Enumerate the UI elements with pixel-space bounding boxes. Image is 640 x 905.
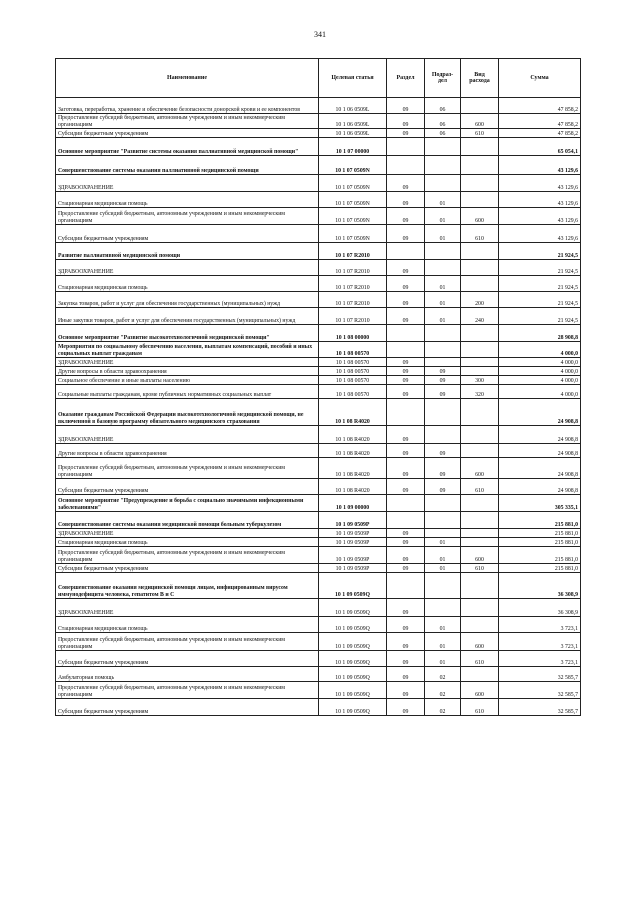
header-section: Раздел	[387, 59, 425, 98]
cell-sum: 32 585,7	[499, 682, 581, 699]
cell-section: 09	[387, 682, 425, 699]
header-expense-type: Вид расхода	[461, 59, 499, 98]
cell-name: Субсидии бюджетным учреждениям	[56, 564, 319, 573]
cell-sum: 3 723,1	[499, 633, 581, 651]
cell-name: Совершенствование системы оказания паллиативной медицинской помощи	[56, 156, 319, 175]
cell-subsection: 09	[425, 376, 461, 385]
cell-sum: 215 881,0	[499, 547, 581, 564]
cell-name: Предоставление субсидий бюджетным, автономным учреждениям и иным некоммерческим организациям	[56, 208, 319, 225]
cell-target-article: 10 1 09 0509Q	[319, 667, 387, 682]
cell-subsection	[425, 512, 461, 529]
cell-target-article: 10 1 07 R2010	[319, 292, 387, 308]
cell-expense-type	[461, 512, 499, 529]
cell-target-article: 10 1 08 00570	[319, 385, 387, 399]
cell-name: Совершенствование оказания медицинской помощи лицам, инфицированным вирусом иммунодефицита человека, гепатитом B и C	[56, 573, 319, 599]
cell-target-article: 10 1 07 0509N	[319, 156, 387, 175]
cell-section: 09	[387, 444, 425, 458]
table-row	[56, 260, 581, 276]
cell-name: ЗДРАВООХРАНЕНИЕ	[56, 529, 319, 538]
table-row	[56, 276, 581, 292]
cell-sum: 43 129,6	[499, 225, 581, 243]
table-row	[56, 156, 581, 175]
cell-subsection: 06	[425, 129, 461, 138]
cell-expense-type: 610	[461, 699, 499, 716]
cell-sum: 305 335,1	[499, 495, 581, 512]
cell-section	[387, 243, 425, 260]
cell-sum: 21 924,5	[499, 260, 581, 276]
cell-sum: 21 924,5	[499, 308, 581, 325]
cell-expense-type	[461, 358, 499, 367]
cell-name: Закупка товаров, работ и услуг для обеспечения государственных (муниципальных) нужд	[56, 292, 319, 308]
cell-expense-type: 320	[461, 385, 499, 399]
cell-target-article: 10 1 08 R4020	[319, 399, 387, 426]
cell-expense-type: 300	[461, 376, 499, 385]
cell-section	[387, 573, 425, 599]
cell-name: Субсидии бюджетным учреждениям	[56, 129, 319, 138]
table-row	[56, 512, 581, 529]
cell-target-article: 10 1 09 00000	[319, 495, 387, 512]
budget-table	[55, 58, 581, 716]
cell-target-article: 10 1 09 0509Q	[319, 633, 387, 651]
cell-subsection: 02	[425, 682, 461, 699]
cell-subsection: 01	[425, 617, 461, 633]
cell-subsection: 01	[425, 564, 461, 573]
cell-name: ЗДРАВООХРАНЕНИЕ	[56, 260, 319, 276]
cell-expense-type	[461, 156, 499, 175]
cell-sum: 47 858,2	[499, 114, 581, 129]
header-target-article: Целевая статья	[319, 59, 387, 98]
cell-target-article: 10 1 07 R2010	[319, 243, 387, 260]
table-row	[56, 573, 581, 599]
cell-section: 09	[387, 617, 425, 633]
cell-target-article: 10 1 07 R2010	[319, 260, 387, 276]
cell-target-article: 10 1 09 0509P	[319, 538, 387, 547]
cell-subsection	[425, 175, 461, 192]
cell-name: ЗДРАВООХРАНЕНИЕ	[56, 599, 319, 617]
cell-name: Совершенствование системы оказания медицинской помощи больным туберкулезом	[56, 512, 319, 529]
cell-name: Субсидии бюджетным учреждениям	[56, 479, 319, 495]
cell-expense-type	[461, 243, 499, 260]
cell-target-article: 10 1 07 R2010	[319, 308, 387, 325]
cell-expense-type: 200	[461, 292, 499, 308]
cell-name: Заготовка, переработка, хранение и обеспечение безопасности донорской крови и ее компонентов	[56, 98, 319, 114]
cell-section: 09	[387, 208, 425, 225]
cell-subsection	[425, 243, 461, 260]
table-row	[56, 426, 581, 444]
cell-sum: 215 881,0	[499, 538, 581, 547]
cell-section: 09	[387, 547, 425, 564]
cell-subsection: 01	[425, 225, 461, 243]
cell-name: Предоставление субсидий бюджетным, автономным учреждениям и иным некоммерческим организациям	[56, 547, 319, 564]
cell-subsection	[425, 495, 461, 512]
cell-target-article: 10 1 07 0509N	[319, 175, 387, 192]
table-row	[56, 192, 581, 208]
cell-section: 09	[387, 225, 425, 243]
table-row	[56, 342, 581, 358]
cell-subsection: 06	[425, 114, 461, 129]
cell-section: 09	[387, 651, 425, 667]
table-row	[56, 479, 581, 495]
cell-sum: 21 924,5	[499, 292, 581, 308]
page-number: 341	[314, 30, 326, 39]
cell-name: Предоставление субсидий бюджетным, автономным учреждениям и иным некоммерческим организациям	[56, 458, 319, 479]
cell-section: 09	[387, 98, 425, 114]
cell-expense-type	[461, 667, 499, 682]
cell-section: 09	[387, 376, 425, 385]
cell-name: Основное мероприятие "Развитие высокотехнологичной медицинской помощи"	[56, 325, 319, 342]
cell-expense-type: 610	[461, 564, 499, 573]
table-row	[56, 138, 581, 156]
table-row	[56, 667, 581, 682]
cell-section: 09	[387, 426, 425, 444]
cell-section: 09	[387, 529, 425, 538]
cell-name: Оказание гражданам Российской Федерации высокотехнологичной медицинской помощи, не включенной в базовую программу обязательного медицинского страхования	[56, 399, 319, 426]
cell-expense-type	[461, 175, 499, 192]
cell-subsection	[425, 138, 461, 156]
cell-expense-type	[461, 538, 499, 547]
cell-sum: 43 129,6	[499, 175, 581, 192]
header-subsection: Подраз- дел	[425, 59, 461, 98]
cell-target-article: 10 1 08 00570	[319, 342, 387, 358]
cell-name: Стационарная медицинская помощь	[56, 192, 319, 208]
table-row	[56, 547, 581, 564]
cell-expense-type: 610	[461, 479, 499, 495]
cell-name: Предоставление субсидий бюджетным, автономным учреждениям и иным некоммерческим организациям	[56, 114, 319, 129]
cell-expense-type	[461, 426, 499, 444]
cell-target-article: 10 1 08 00000	[319, 325, 387, 342]
cell-section: 09	[387, 276, 425, 292]
cell-target-article: 10 1 07 0509N	[319, 192, 387, 208]
cell-expense-type: 600	[461, 682, 499, 699]
cell-name: ЗДРАВООХРАНЕНИЕ	[56, 175, 319, 192]
cell-expense-type	[461, 444, 499, 458]
cell-section: 09	[387, 458, 425, 479]
cell-expense-type	[461, 495, 499, 512]
cell-section: 09	[387, 667, 425, 682]
cell-target-article: 10 1 09 0509Q	[319, 699, 387, 716]
cell-expense-type	[461, 599, 499, 617]
cell-section	[387, 342, 425, 358]
cell-name: Развитие паллиативной медицинской помощи	[56, 243, 319, 260]
cell-sum: 4 000,0	[499, 367, 581, 376]
cell-expense-type	[461, 260, 499, 276]
cell-section: 09	[387, 538, 425, 547]
table-row	[56, 175, 581, 192]
cell-subsection	[425, 325, 461, 342]
cell-sum: 3 723,1	[499, 651, 581, 667]
cell-section	[387, 156, 425, 175]
cell-expense-type	[461, 342, 499, 358]
table-row	[56, 682, 581, 699]
cell-expense-type: 600	[461, 208, 499, 225]
table-row	[56, 385, 581, 399]
cell-expense-type: 610	[461, 225, 499, 243]
cell-expense-type	[461, 617, 499, 633]
table-row	[56, 564, 581, 573]
cell-expense-type: 600	[461, 633, 499, 651]
cell-expense-type	[461, 192, 499, 208]
cell-name: Стационарная медицинская помощь	[56, 276, 319, 292]
cell-subsection: 09	[425, 367, 461, 376]
cell-expense-type: 600	[461, 458, 499, 479]
cell-name: Мероприятия по социальному обеспечению населения, выплатам компенсаций, пособий и иных социальных выплат гражданам	[56, 342, 319, 358]
cell-name: Субсидии бюджетным учреждениям	[56, 699, 319, 716]
cell-section: 09	[387, 633, 425, 651]
table-row	[56, 599, 581, 617]
table-row	[56, 458, 581, 479]
cell-target-article: 10 1 08 R4020	[319, 479, 387, 495]
cell-target-article: 10 1 09 0509P	[319, 512, 387, 529]
cell-target-article: 10 1 09 0509P	[319, 547, 387, 564]
cell-expense-type	[461, 529, 499, 538]
cell-target-article: 10 1 07 0509N	[319, 225, 387, 243]
cell-sum: 47 858,2	[499, 129, 581, 138]
cell-name: ЗДРАВООХРАНЕНИЕ	[56, 358, 319, 367]
table-row	[56, 399, 581, 426]
cell-subsection: 09	[425, 385, 461, 399]
cell-sum: 3 723,1	[499, 617, 581, 633]
cell-subsection: 01	[425, 633, 461, 651]
cell-sum: 24 908,8	[499, 444, 581, 458]
cell-target-article: 10 1 08 00570	[319, 376, 387, 385]
cell-name: Субсидии бюджетным учреждениям	[56, 651, 319, 667]
table-row	[56, 208, 581, 225]
cell-target-article: 10 1 08 R4020	[319, 426, 387, 444]
table-row	[56, 633, 581, 651]
cell-subsection: 01	[425, 208, 461, 225]
cell-subsection	[425, 260, 461, 276]
cell-target-article: 10 1 08 R4020	[319, 458, 387, 479]
cell-subsection: 02	[425, 699, 461, 716]
cell-name: Предоставление субсидий бюджетным, автономным учреждениям и иным некоммерческим организациям	[56, 633, 319, 651]
cell-name: Стационарная медицинская помощь	[56, 538, 319, 547]
table-row	[56, 495, 581, 512]
cell-name: ЗДРАВООХРАНЕНИЕ	[56, 426, 319, 444]
header-name: Наименование	[56, 59, 319, 98]
cell-subsection: 01	[425, 276, 461, 292]
cell-target-article: 10 1 09 0509Q	[319, 599, 387, 617]
cell-sum: 215 881,0	[499, 512, 581, 529]
table-row	[56, 308, 581, 325]
cell-target-article: 10 1 08 00570	[319, 358, 387, 367]
cell-expense-type	[461, 399, 499, 426]
cell-sum: 4 000,0	[499, 385, 581, 399]
cell-target-article: 10 1 09 0509P	[319, 529, 387, 538]
cell-subsection	[425, 599, 461, 617]
cell-section	[387, 495, 425, 512]
cell-target-article: 10 1 09 0509Q	[319, 573, 387, 599]
cell-sum: 32 585,7	[499, 699, 581, 716]
cell-section: 09	[387, 308, 425, 325]
cell-sum: 24 908,8	[499, 399, 581, 426]
cell-subsection: 09	[425, 458, 461, 479]
cell-section	[387, 138, 425, 156]
cell-subsection: 01	[425, 651, 461, 667]
cell-sum: 4 000,0	[499, 376, 581, 385]
table-row	[56, 444, 581, 458]
table-row	[56, 538, 581, 547]
cell-expense-type: 240	[461, 308, 499, 325]
cell-subsection	[425, 399, 461, 426]
cell-expense-type	[461, 98, 499, 114]
cell-sum: 215 881,0	[499, 529, 581, 538]
cell-name: Амбулаторная помощь	[56, 667, 319, 682]
cell-name: Социальные выплаты гражданам, кроме публичных нормативных социальных выплат	[56, 385, 319, 399]
cell-target-article: 10 1 07 00000	[319, 138, 387, 156]
cell-section: 09	[387, 479, 425, 495]
table-body	[56, 98, 581, 716]
cell-sum: 36 308,9	[499, 573, 581, 599]
table-row	[56, 129, 581, 138]
header-sum: Сумма	[499, 59, 581, 98]
cell-section	[387, 399, 425, 426]
cell-sum: 21 924,5	[499, 276, 581, 292]
cell-sum: 65 054,1	[499, 138, 581, 156]
cell-section: 09	[387, 292, 425, 308]
table-row	[56, 225, 581, 243]
cell-name: Другие вопросы в области здравоохранения	[56, 444, 319, 458]
cell-subsection: 01	[425, 292, 461, 308]
cell-name: Субсидии бюджетным учреждениям	[56, 225, 319, 243]
table-row	[56, 651, 581, 667]
cell-sum: 24 908,8	[499, 426, 581, 444]
table-row	[56, 325, 581, 342]
cell-target-article: 10 1 09 0509Q	[319, 617, 387, 633]
cell-name: Предоставление субсидий бюджетным, автономным учреждениям и иным некоммерческим организациям	[56, 682, 319, 699]
cell-expense-type	[461, 573, 499, 599]
table-row	[56, 376, 581, 385]
cell-subsection	[425, 573, 461, 599]
cell-section: 09	[387, 192, 425, 208]
cell-subsection: 01	[425, 192, 461, 208]
cell-target-article: 10 1 06 0509L	[319, 114, 387, 129]
cell-sum: 4 000,0	[499, 342, 581, 358]
cell-section: 09	[387, 367, 425, 376]
cell-subsection: 01	[425, 547, 461, 564]
cell-subsection	[425, 156, 461, 175]
cell-sum: 43 129,6	[499, 208, 581, 225]
cell-section: 09	[387, 385, 425, 399]
table-header-row	[56, 59, 581, 98]
cell-subsection	[425, 358, 461, 367]
cell-expense-type	[461, 276, 499, 292]
cell-section: 09	[387, 175, 425, 192]
cell-target-article: 10 1 09 0509Q	[319, 682, 387, 699]
cell-subsection: 01	[425, 308, 461, 325]
cell-subsection: 02	[425, 667, 461, 682]
cell-name: Другие вопросы в области здравоохранения	[56, 367, 319, 376]
table-row	[56, 114, 581, 129]
cell-section: 09	[387, 260, 425, 276]
cell-name: Основное мероприятие "Предупреждение и борьба с социально значимыми инфекционными заболеваниями"	[56, 495, 319, 512]
table-row	[56, 358, 581, 367]
cell-subsection	[425, 529, 461, 538]
cell-subsection	[425, 426, 461, 444]
cell-target-article: 10 1 06 0509L	[319, 129, 387, 138]
cell-subsection: 06	[425, 98, 461, 114]
cell-sum: 43 129,6	[499, 156, 581, 175]
cell-section: 09	[387, 699, 425, 716]
table-row	[56, 292, 581, 308]
cell-sum: 215 881,0	[499, 564, 581, 573]
cell-expense-type	[461, 367, 499, 376]
cell-sum: 24 908,8	[499, 458, 581, 479]
cell-target-article: 10 1 07 R2010	[319, 276, 387, 292]
table-row	[56, 98, 581, 114]
table-row	[56, 617, 581, 633]
cell-sum: 36 308,9	[499, 599, 581, 617]
cell-target-article: 10 1 07 0509N	[319, 208, 387, 225]
cell-sum: 43 129,6	[499, 192, 581, 208]
cell-section: 09	[387, 564, 425, 573]
cell-expense-type: 600	[461, 547, 499, 564]
cell-subsection	[425, 342, 461, 358]
cell-section: 09	[387, 129, 425, 138]
cell-target-article: 10 1 08 R4020	[319, 444, 387, 458]
cell-target-article: 10 1 08 00570	[319, 367, 387, 376]
cell-sum: 4 000,0	[499, 358, 581, 367]
cell-name: Основное мероприятие "Развитие системы оказания паллиативной медицинской помощи"	[56, 138, 319, 156]
cell-expense-type	[461, 138, 499, 156]
cell-expense-type: 610	[461, 129, 499, 138]
cell-section	[387, 512, 425, 529]
cell-target-article: 10 1 06 0509L	[319, 98, 387, 114]
table-row	[56, 243, 581, 260]
table-row	[56, 529, 581, 538]
cell-name: Стационарная медицинская помощь	[56, 617, 319, 633]
table-row	[56, 699, 581, 716]
cell-section: 09	[387, 599, 425, 617]
cell-sum: 32 585,7	[499, 667, 581, 682]
cell-sum: 47 858,2	[499, 98, 581, 114]
cell-subsection: 01	[425, 538, 461, 547]
cell-sum: 28 908,8	[499, 325, 581, 342]
cell-expense-type: 600	[461, 114, 499, 129]
cell-sum: 24 908,8	[499, 479, 581, 495]
table-row	[56, 367, 581, 376]
cell-subsection: 09	[425, 444, 461, 458]
cell-subsection: 09	[425, 479, 461, 495]
cell-sum: 21 924,5	[499, 243, 581, 260]
cell-section	[387, 325, 425, 342]
cell-name: Социальное обеспечение и иные выплаты населению	[56, 376, 319, 385]
cell-section: 09	[387, 358, 425, 367]
cell-expense-type	[461, 325, 499, 342]
cell-target-article: 10 1 09 0509P	[319, 564, 387, 573]
cell-section: 09	[387, 114, 425, 129]
cell-target-article: 10 1 09 0509Q	[319, 651, 387, 667]
cell-expense-type: 610	[461, 651, 499, 667]
cell-name: Иные закупки товаров, работ и услуг для обеспечения государственных (муниципальных) нужд	[56, 308, 319, 325]
